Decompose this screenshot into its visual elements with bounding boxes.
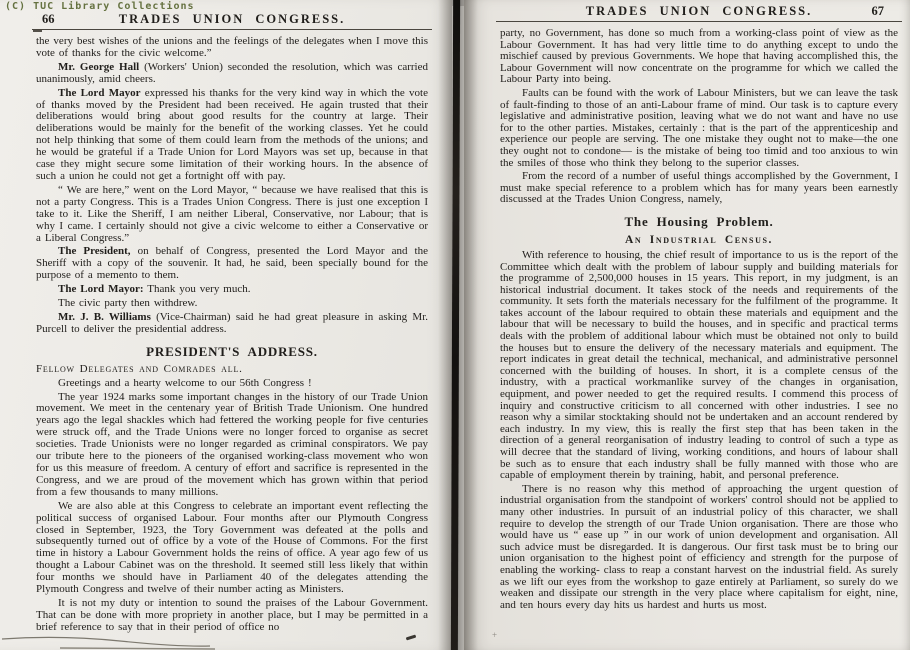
paragraph-text: Greetings and a hearty welcome to our 56th Congress !	[58, 376, 312, 389]
running-header-right	[500, 4, 898, 19]
scan-artifact-hairline	[0, 625, 260, 650]
paragraph-text: The year 1924 marks some important changes in the history of our Trade Union movement. We meet in the centenary year of British Trade Unionism. One hundred years ago the legal shackles which had fettered the working people for five centuries were struck off, and the Trade Unions were no longer forced to organise as secret societies. Trade Unionists were no longer regarded as criminal conspirators. We pay our tribute here to the pioneers of the organised working-class movement who won for us this measure of freedom. A century of effort and sacrifice is represented in the Congress, and we are proud of the movement which has grown within that period from a few thousands to many millions.	[36, 390, 428, 498]
paragraph	[36, 62, 428, 86]
paragraph-lead: Mr. J. B. Williams	[58, 310, 151, 323]
paragraph	[36, 501, 428, 596]
text-column-left	[36, 36, 428, 634]
paragraph	[36, 298, 428, 310]
paragraph-text: expressed his thanks for the very kind way in which the vote of thanks moved by the President had been received. He again trusted that their deliberations would bring about good results for the country at large. Their deliberations would be mainly for the benefit of the working classes. Yet he could not help thinking that some of them could learn from the methods of the unions; and he would be grateful if a Trade Union for Lord Mayors was set up, because in that case they might secure some limitation of their working hours. In the absence of such a union he could not get a fortnight off with pay.	[36, 86, 429, 182]
paragraph	[36, 36, 428, 60]
paragraph	[36, 88, 428, 183]
section-heading-housing-problem: The Housing Problem.	[624, 213, 774, 229]
running-header-title-right: TRADES UNION CONGRESS.	[585, 4, 813, 18]
header-rule-left	[32, 29, 432, 30]
paragraph	[36, 312, 428, 336]
paragraph-text: With reference to housing, the chief result of importance to us is the report of the Committee which dealt with the problem of labour supply and building materials for the programme of 2,500,000 houses in 15 years. This report, in my judgment, is an historical industrial document. It takes stock of the needs and requirements of the community. It sets forth the materials necessary for the fulfilment of the programme. It takes account of the labour required to obtain these materials and equipment and the labour that will be necessary to build the houses, and in specific and practical terms deals with the problem of additional labour which must be obtained not only to build the houses but to ensure the delivery of the necessary materials and equipment. The report indicates in great detail the technical, mechanical, and administrative personnel concerned with the building of houses. In short, it is a complete census of the industry, with a practical workmanlike survey of the changes in organisation, equipment, and power needed to get the required results. I commend this process of inquiry and constructive criticism to all concerned with other industries. I see no reason why a similar stocktaking should not be undertaken and an account rendered by each industry. In my view, this is really the first step that has been taken in the direction of a general reorganisation of industry leading to control of such a type as will decree that the standard of living, working conditions, and hours of labour shall be such as to ensure that each industry shall be fully manned with those who are capable of employment therein by training, habit, and personal preference.	[500, 248, 898, 482]
paragraph-text: We are also able at this Congress to celebrate an important event reflecting the political success of organised Labour. Four months after our Plymouth Congress closed in September, 1923, the Tory Government was defeated at the polls and subsequently turned out of office by a vote of the House of Commons. For the first time in history a Labour Government holds the reins of office. A year ago few of us thought a Labour Cabinet was on the threshold. It seemed still less likely that within four months we should have in Parliament 40 of the delegates attending the Plymouth Congress and twelve of their number acting as Ministers.	[36, 499, 428, 596]
page-right	[464, 0, 910, 650]
paragraph	[36, 392, 428, 499]
header-rule-right	[496, 21, 902, 22]
text-column-right	[500, 28, 898, 611]
scan-artifact-plus: +	[492, 630, 498, 640]
page-left	[0, 0, 452, 650]
paragraph-text: Thank you very much.	[143, 283, 251, 296]
paragraph-text: (Workers' Union) seconded the resolution, which was carried unanimously, amid cheers.	[36, 60, 428, 85]
paragraph-text: (Vice-Chairman) said he had great pleasure in asking Mr. Purcell to deliver the presidential address.	[36, 310, 429, 335]
paragraph-lead: The President,	[58, 245, 131, 258]
paragraph	[500, 250, 898, 482]
section-heading-presidents-address: PRESIDENT'S ADDRESS.	[146, 343, 318, 359]
paragraph-lead: The Lord Mayor	[58, 86, 141, 99]
running-header-title-left: TRADES UNION CONGRESS.	[118, 12, 346, 26]
paragraph-text: From the record of a number of useful things accomplished by the Government, I must make special reference to a problem which has for many years been earnestly discussed at the Trades Union Congress, namely,	[500, 170, 898, 206]
paragraph-text: There is no reason why this method of approaching the urgent question of industrial organisation from the standpoint of workers' control should not be applied to many other industries. In pursuit of an industrial policy of this character, we shall require to develop the strength of our Trade Union organisation. There are those who would have us “ ease up ” in our work of union development and organisation. All such advice must be disregarded. It is dangerous. Our first task must be to bring our union organisation to the highest point of efficiency and strength for the purpose of enabling the working- class to reap a constant harvest on the industrial field. As surely as we lift our eyes from the workshop to gaze entirely at Parliament, so surely do we weaken and dissipate our strength in the very place where capitalism for eight, nine, and ten hours every day hits us hardest and hurts us most.	[500, 482, 898, 611]
paragraph	[36, 378, 428, 390]
paragraph	[36, 185, 428, 245]
paragraph-text: party, no Government, has done so much from a working-class point of view as the Labour Government. It has had very little time to do anything except to undo the mischief caused by previous Governments. We hope that having accomplished this, the Labour Government will now concentrate on the programme for which we called the Labour Party into being.	[500, 27, 898, 86]
paragraph	[500, 88, 898, 169]
paragraph-text: It is not my duty or intention to sound the praises of the Labour Government. That can be done with more propriety in another place, but I may be permitted in a brief reference to say that in their period of office no	[36, 596, 428, 633]
paragraph-text: “ We are here,” went on the Lord Mayor, “ because we have realised that this is not a party Congress. This is a Trades Union Congress. There is just one exception I take to it. Like the Sheriff, I am neither Liberal, Conservative, nor Labour; that is why I came. I certainly should not give a civic welcome to either a Conservative or a Liberal Congress.”	[36, 183, 428, 244]
subsection-heading-industrial-census: An Industrial Census.	[625, 233, 773, 246]
scan-artifact-dash	[33, 30, 42, 32]
paragraph	[500, 484, 898, 612]
paragraph-lead: Mr. George Hall	[58, 60, 140, 73]
running-header-left	[36, 12, 428, 27]
paragraph	[36, 246, 428, 282]
page-number-left: 66	[42, 12, 55, 26]
watermark: (C) TUC Library Collections	[5, 1, 195, 12]
paragraph-text: Faults can be found with the work of Labour Ministers, but we can leave the task of fault-finding to those of an anti-Labour frame of mind. Our task is to capture every legislative and administrative position, leaving what we do not want and have no use for to the other parties. Mistakes, certainly : that is the part of the apprenticeship and experience our people are serving. The one mistake they ought not to make—the one they ought not to condone— is the mistake of being too timid and too anxious to win the smiles of those who think they belong to the superior classes.	[500, 86, 898, 169]
page-number-right: 67	[871, 4, 884, 18]
paragraph	[500, 28, 898, 86]
paragraph-lead: The Lord Mayor:	[58, 283, 144, 296]
paragraph-text: on behalf of Congress, presented the Lord Mayor and the Sheriff with a copy of the souvenir. It had, he said, been specially bound for the purpose of a memento to them.	[36, 245, 428, 282]
paragraph	[36, 284, 428, 296]
salutation: Fellow Delegates and Comrades all.	[36, 362, 243, 375]
paragraph-text: The civic party then withdrew.	[58, 297, 198, 310]
paragraph-text: the very best wishes of the unions and the feelings of the delegates when I move this vote of thanks for the civic welcome.”	[36, 35, 428, 59]
paragraph	[500, 171, 898, 206]
